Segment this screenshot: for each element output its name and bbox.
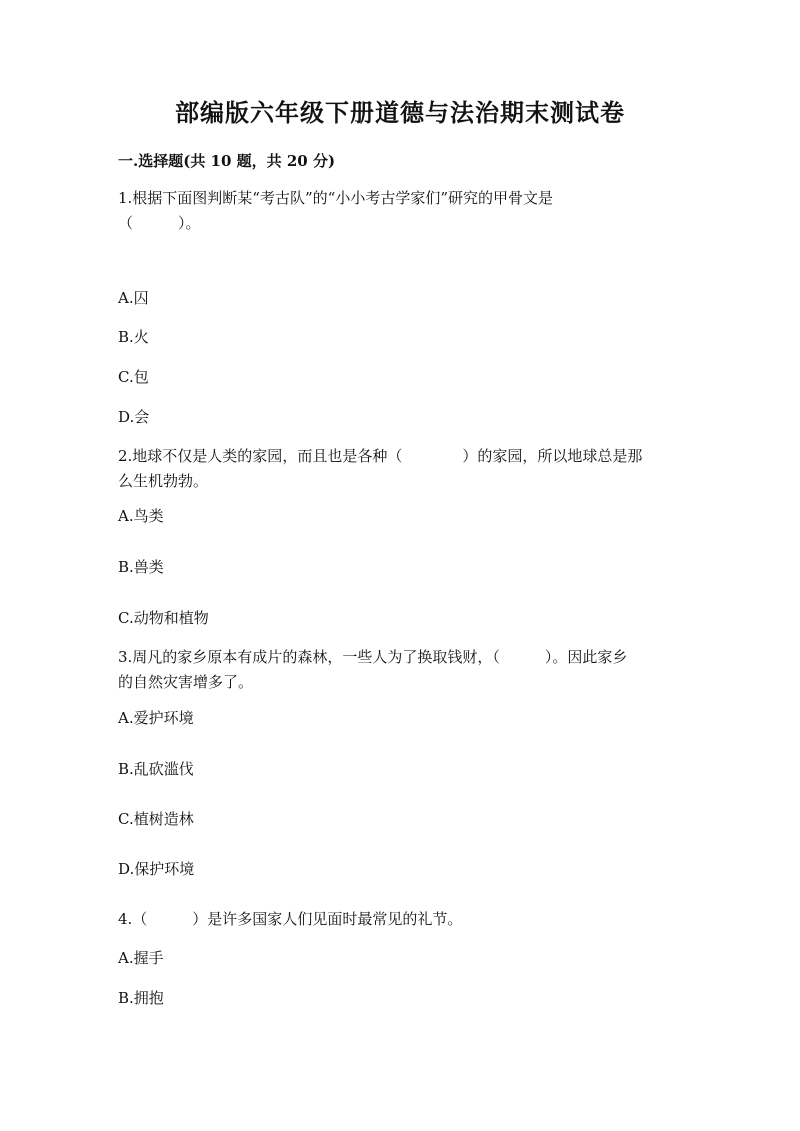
question-1-stem-line-1: 1.根据下面图判断某“考古队”的“小小考古学家们”研究的甲骨文是 [118, 189, 553, 207]
section-heading: 一.选择题(共 10 题，共 20 分) [118, 152, 336, 170]
question-1-option-d: D.会 [118, 408, 150, 426]
question-1-stem-line-2: （ ）。 [118, 214, 201, 232]
page-title: 部编版六年级下册道德与法治期末测试卷 [175, 98, 625, 127]
question-2-option-c: C.动物和植物 [118, 609, 209, 627]
question-3-stem-line-1: 3.周凡的家乡原本有成片的森林，一些人为了换取钱财，（ ）。因此家乡 [118, 648, 628, 666]
question-2-stem-line-1: 2.地球不仅是人类的家园，而且也是各种（ ）的家园，所以地球总是那 [118, 447, 643, 465]
question-3-option-b: B.乱砍滥伐 [118, 760, 194, 778]
question-3-stem-line-2: 的自然灾害增多了。 [118, 673, 254, 691]
question-1-option-c: C.包 [118, 368, 149, 386]
question-2-stem-line-2: 么生机勃勃。 [118, 472, 209, 490]
question-4-option-b: B.拥抱 [118, 989, 164, 1007]
question-1-option-a: A.囚 [118, 289, 149, 307]
question-3-option-d: D.保护环境 [118, 860, 195, 878]
question-2-option-a: A.鸟类 [118, 507, 164, 525]
question-2-option-b: B.兽类 [118, 558, 164, 576]
question-3-option-a: A.爱护环境 [118, 709, 194, 727]
question-4-stem-line-1: 4.（ ）是许多国家人们见面时最常见的礼节。 [118, 910, 463, 928]
question-4-option-a: A.握手 [118, 949, 164, 967]
question-3-option-c: C.植树造林 [118, 810, 194, 828]
question-1-option-b: B.火 [118, 328, 149, 346]
